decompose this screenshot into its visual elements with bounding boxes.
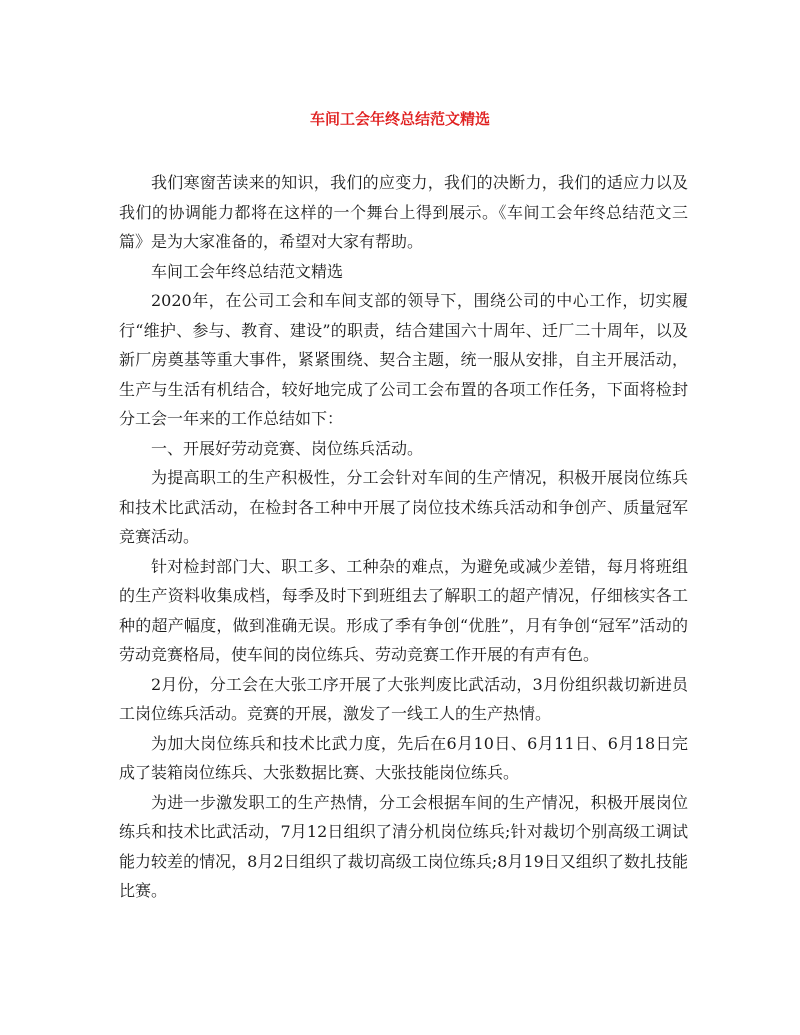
- paragraph-body: 针对检封部门大、职工多、工种杂的难点，为避免或减少差错，每月将班组的生产资料收集成档，每季及时下到班组去了解职工的超产情况，仔细核实各工种的超产幅度，做到准确无误。形成了季有争创“优胜”，月有争创“冠军”活动的劳动竞赛格局，使车间的岗位练兵、劳动竞赛工作开展的有声有色。: [119, 556, 688, 664]
- section-heading-1: 一、开展好劳动竞赛、岗位练兵活动。: [151, 438, 424, 458]
- paragraph-intro: 我们寒窗苦读来的知识，我们的应变力，我们的决断力，我们的适应力以及我们的协调能力都将在这样的一个舞台上得到展示。《车间工会年终总结范文三篇》是为大家准备的，希望对大家有帮助。: [119, 173, 688, 251]
- paragraph-subtitle: 车间工会年终总结范文精选: [151, 261, 344, 281]
- paragraph-overview: 2020年，在公司工会和车间支部的领导下，围绕公司的中心工作，切实履行“维护、参与、教育、建设”的职责，结合建国六十周年、迁厂二十周年，以及新厂房奠基等重大事件，紧紧围绕、契合主题，统一服从安排，自主开展活动，生产与生活有机结合，较好地完成了公司工会布置的各项工作任务，下面将检封分工会一年来的工作总结如下：: [119, 291, 688, 428]
- paragraph-body: 为加大岗位练兵和技术比武力度，先后在6月10日、6月11日、6月18日完成了装箱岗位练兵、大张数据比赛、大张技能岗位练兵。: [119, 733, 688, 782]
- document-body: [119, 168, 688, 906]
- paragraph-body: 2月份，分工会在大张工序开展了大张判废比武活动，3月份组织裁切新进员工岗位练兵活动。竞赛的开展，激发了一线工人的生产热情。: [119, 674, 688, 723]
- paragraph-body: 为进一步激发职工的生产热情，分工会根据车间的生产情况，积极开展岗位练兵和技术比武活动，7月12日组织了清分机岗位练兵;针对裁切个别高级工调试能力较差的情况，8月2日组织了裁切高级工岗位练兵;8月19日又组织了数扎技能比赛。: [119, 792, 688, 900]
- document-title: 车间工会年终总结范文精选: [309, 110, 490, 128]
- paragraph-body: 为提高职工的生产积极性，分工会针对车间的生产情况，积极开展岗位练兵和技术比武活动，在检封各工种中开展了岗位技术练兵活动和争创产、质量冠军竞赛活动。: [119, 468, 688, 546]
